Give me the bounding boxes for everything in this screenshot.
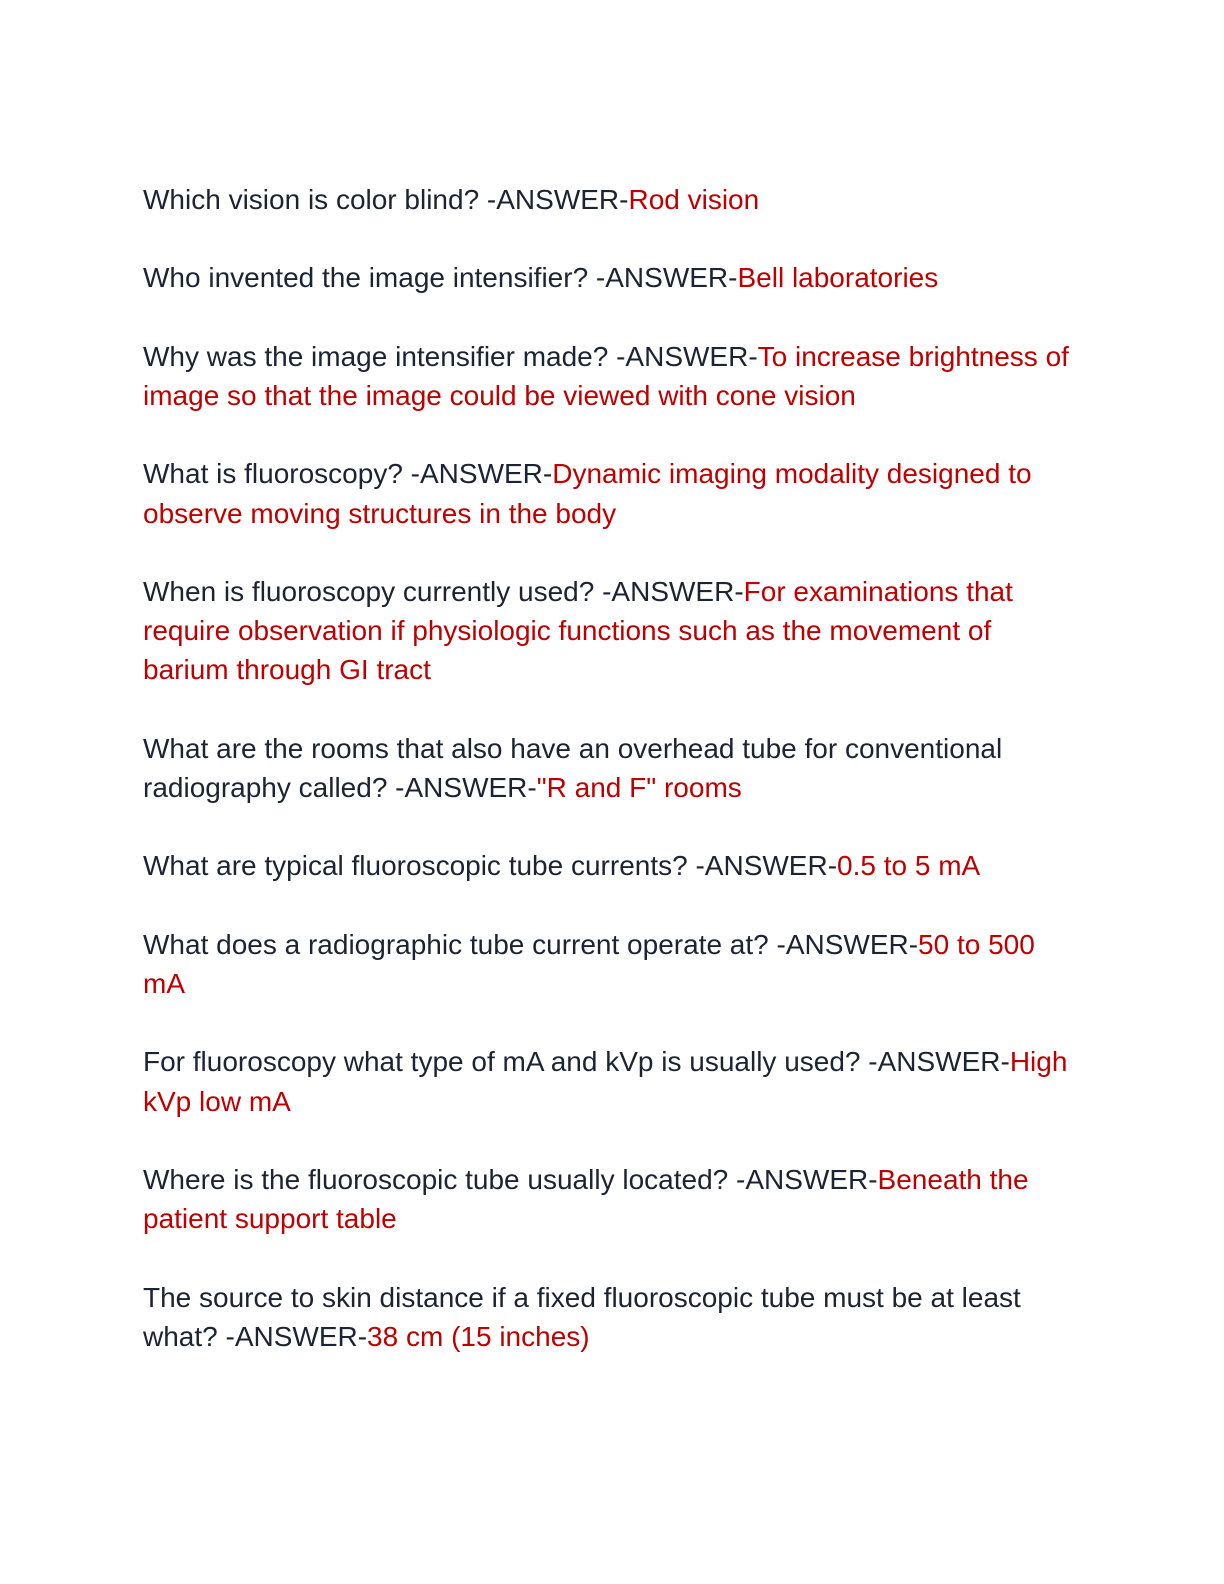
answer-marker: -ANSWER-	[695, 850, 838, 882]
question-text: Which vision is color blind?	[143, 184, 487, 215]
question-text: What are the rooms that also have an overhead tube for conventional radiography called?	[143, 732, 1003, 803]
answer-text: To increase brightness of image so that the image could be viewed with cone vision	[143, 340, 1069, 411]
qa-item	[143, 1278, 1083, 1356]
qa-item	[143, 454, 1083, 532]
qa-item	[143, 846, 1083, 885]
answer-text: High kVp low mA	[143, 1046, 1068, 1117]
answer-text: 50 to 500 mA	[143, 928, 1035, 999]
question-text: What does a radiographic tube current operate at?	[143, 928, 777, 960]
answer-marker: -ANSWER-	[395, 771, 537, 803]
answer-text: For examinations that require observation if physiologic functions such as the movement of barium through GI tract	[143, 575, 1013, 686]
qa-item	[143, 572, 1083, 690]
answer-text: Bell laboratories	[737, 262, 939, 294]
question-text: What is fluoroscopy?	[143, 458, 411, 490]
qa-item	[143, 1160, 1083, 1238]
answer-marker: -ANSWER-	[736, 1163, 878, 1195]
answer-marker: -ANSWER-	[776, 928, 919, 960]
question-text: Where is the fluoroscopic tube usually located?	[143, 1163, 736, 1195]
qa-item	[143, 258, 1083, 297]
answer-marker: -ANSWER-	[225, 1320, 368, 1352]
qa-item	[143, 1042, 1083, 1120]
answer-marker: -ANSWER-	[868, 1046, 1010, 1078]
answer-marker: -ANSWER-	[616, 340, 758, 372]
question-text: Why was the image intensifier made?	[143, 340, 617, 372]
answer-marker: -ANSWER-	[602, 575, 744, 607]
answer-marker: -ANSWER-	[410, 458, 553, 490]
answer-text: 0.5 to 5 mA	[837, 850, 981, 882]
question-text: What are typical fluoroscopic tube currents?	[143, 850, 696, 882]
answer-text: 38 cm (15 inches)	[367, 1320, 590, 1352]
answer-marker: -ANSWER-	[595, 262, 738, 294]
qa-item	[143, 729, 1083, 807]
answer-text: Beneath the patient support table	[143, 1163, 1029, 1235]
qa-item	[143, 337, 1083, 415]
question-text: For fluoroscopy what type of mA and kVp is usually used?	[143, 1046, 869, 1078]
answer-text: Dynamic imaging modality designed to observe moving structures in the body	[143, 458, 1032, 529]
qa-item	[143, 180, 1083, 219]
question-text: Who invented the image intensifier?	[143, 262, 596, 294]
answer-marker: -ANSWER-	[486, 184, 629, 215]
answer-text: Rod vision	[628, 184, 760, 215]
question-text: When is fluoroscopy currently used?	[143, 575, 603, 607]
question-text: The source to skin distance if a fixed fluoroscopic tube must be at least what?	[143, 1281, 1021, 1352]
document-page	[143, 180, 1083, 1395]
answer-text: "R and F" rooms	[536, 771, 742, 803]
qa-item	[143, 925, 1083, 1003]
